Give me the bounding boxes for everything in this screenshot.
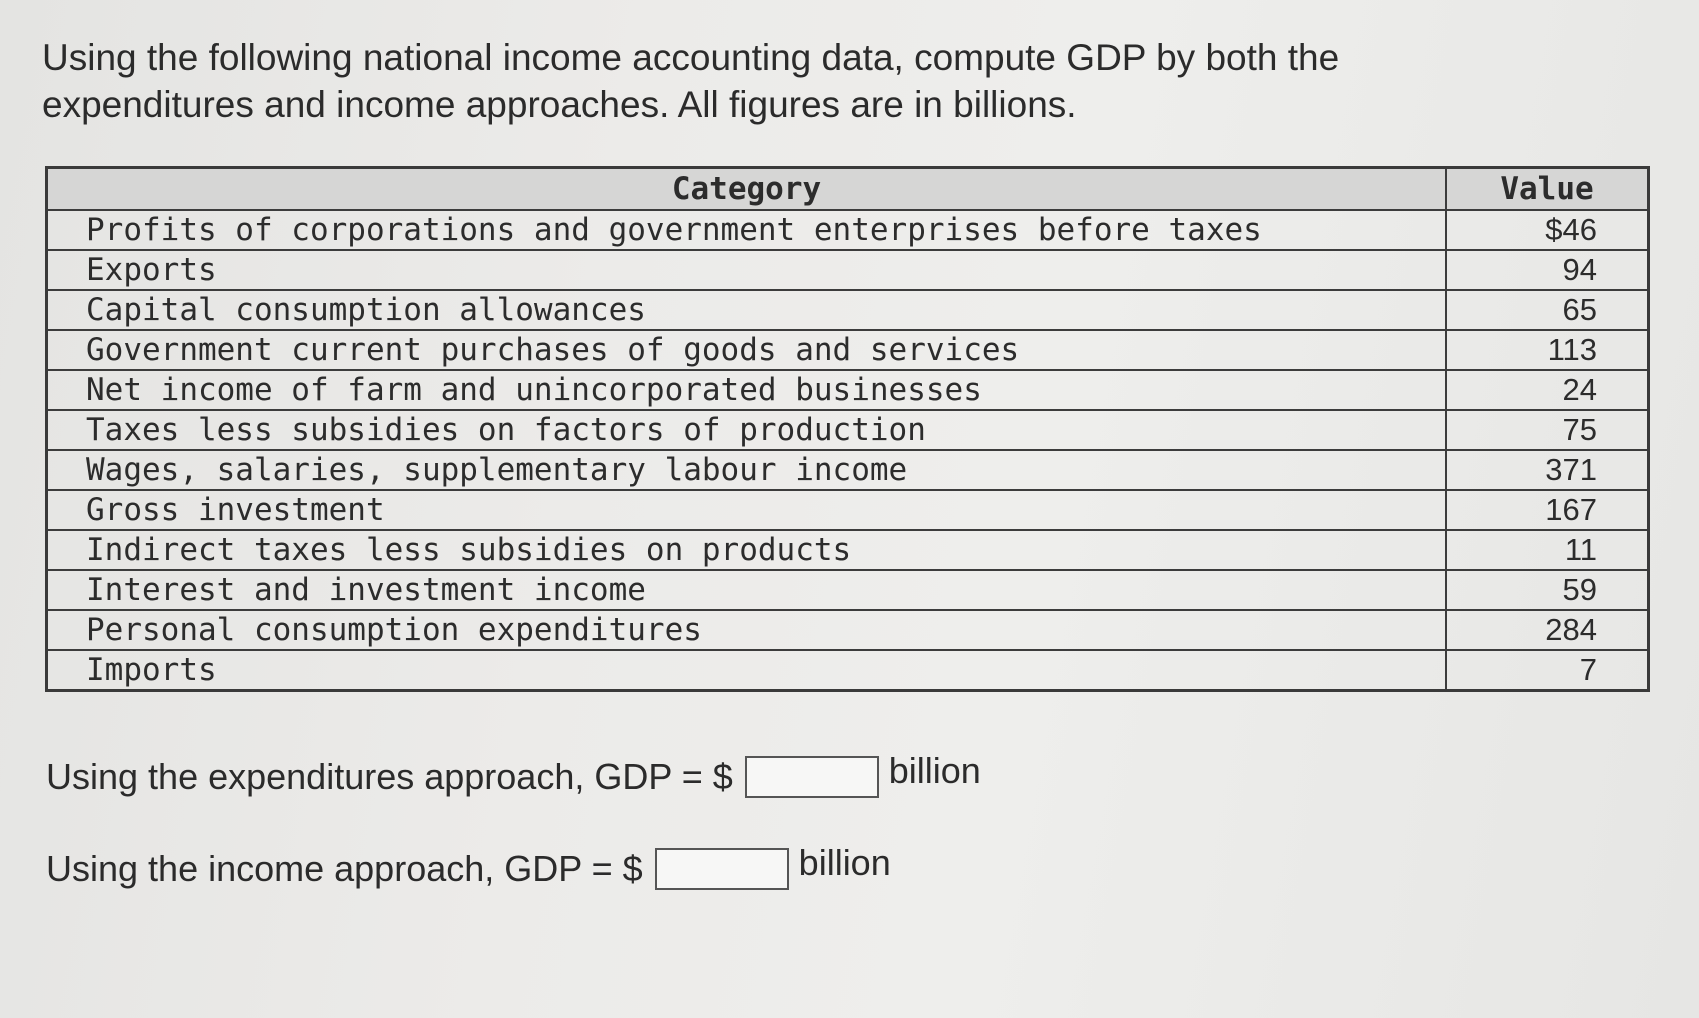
table-row [47, 490, 1649, 530]
category-header: Category [47, 168, 1447, 211]
value-cell: 24 [1446, 370, 1649, 410]
table-row [47, 330, 1649, 370]
value-cell: 371 [1446, 450, 1649, 490]
value-cell: 11 [1446, 530, 1649, 570]
category-cell: Personal consumption expenditures [47, 610, 1447, 650]
value-cell: 65 [1446, 290, 1649, 330]
table-row [47, 370, 1649, 410]
value-cell: 113 [1446, 330, 1649, 370]
income-gdp-input[interactable] [655, 848, 789, 890]
category-cell: Government current purchases of goods and services [47, 330, 1447, 370]
value-cell: $46 [1446, 210, 1649, 250]
category-cell: Taxes less subsidies on factors of production [47, 410, 1447, 450]
category-cell: Indirect taxes less subsidies on products [47, 530, 1447, 570]
category-cell: Exports [47, 250, 1447, 290]
table-row [47, 570, 1649, 610]
value-cell: 167 [1446, 490, 1649, 530]
category-cell: Profits of corporations and government enterprises before taxes [47, 210, 1447, 250]
table-header-row [47, 168, 1649, 211]
category-cell: Interest and investment income [47, 570, 1447, 610]
value-cell: 75 [1446, 410, 1649, 450]
table-row [47, 410, 1649, 450]
income-unit: billion [798, 842, 891, 883]
expenditures-unit: billion [888, 750, 981, 791]
value-cell: 94 [1446, 250, 1649, 290]
value-cell: 7 [1446, 650, 1649, 691]
table-row [47, 530, 1649, 570]
expenditures-label: Using the expenditures approach, GDP = $ [46, 756, 733, 797]
table-row [47, 650, 1649, 691]
expenditures-answer-line [46, 750, 981, 798]
table-row [47, 610, 1649, 650]
value-cell: 284 [1446, 610, 1649, 650]
income-label: Using the income approach, GDP = $ [46, 848, 643, 889]
question-text: Using the following national income accounting data, compute GDP by both the expenditures and income approaches. All figures are in billions. [42, 37, 1340, 125]
category-cell: Imports [47, 650, 1447, 691]
table-row [47, 250, 1649, 290]
value-header: Value [1446, 168, 1649, 211]
category-cell: Gross investment [47, 490, 1447, 530]
income-answer-line [46, 842, 891, 890]
table-row [47, 450, 1649, 490]
table-row [47, 210, 1649, 250]
national-income-table [45, 166, 1650, 692]
category-cell: Wages, salaries, supplementary labour income [47, 450, 1447, 490]
value-cell: 59 [1446, 570, 1649, 610]
category-cell: Capital consumption allowances [47, 290, 1447, 330]
expenditures-gdp-input[interactable] [745, 756, 879, 798]
table-row [47, 290, 1649, 330]
category-cell: Net income of farm and unincorporated businesses [47, 370, 1447, 410]
